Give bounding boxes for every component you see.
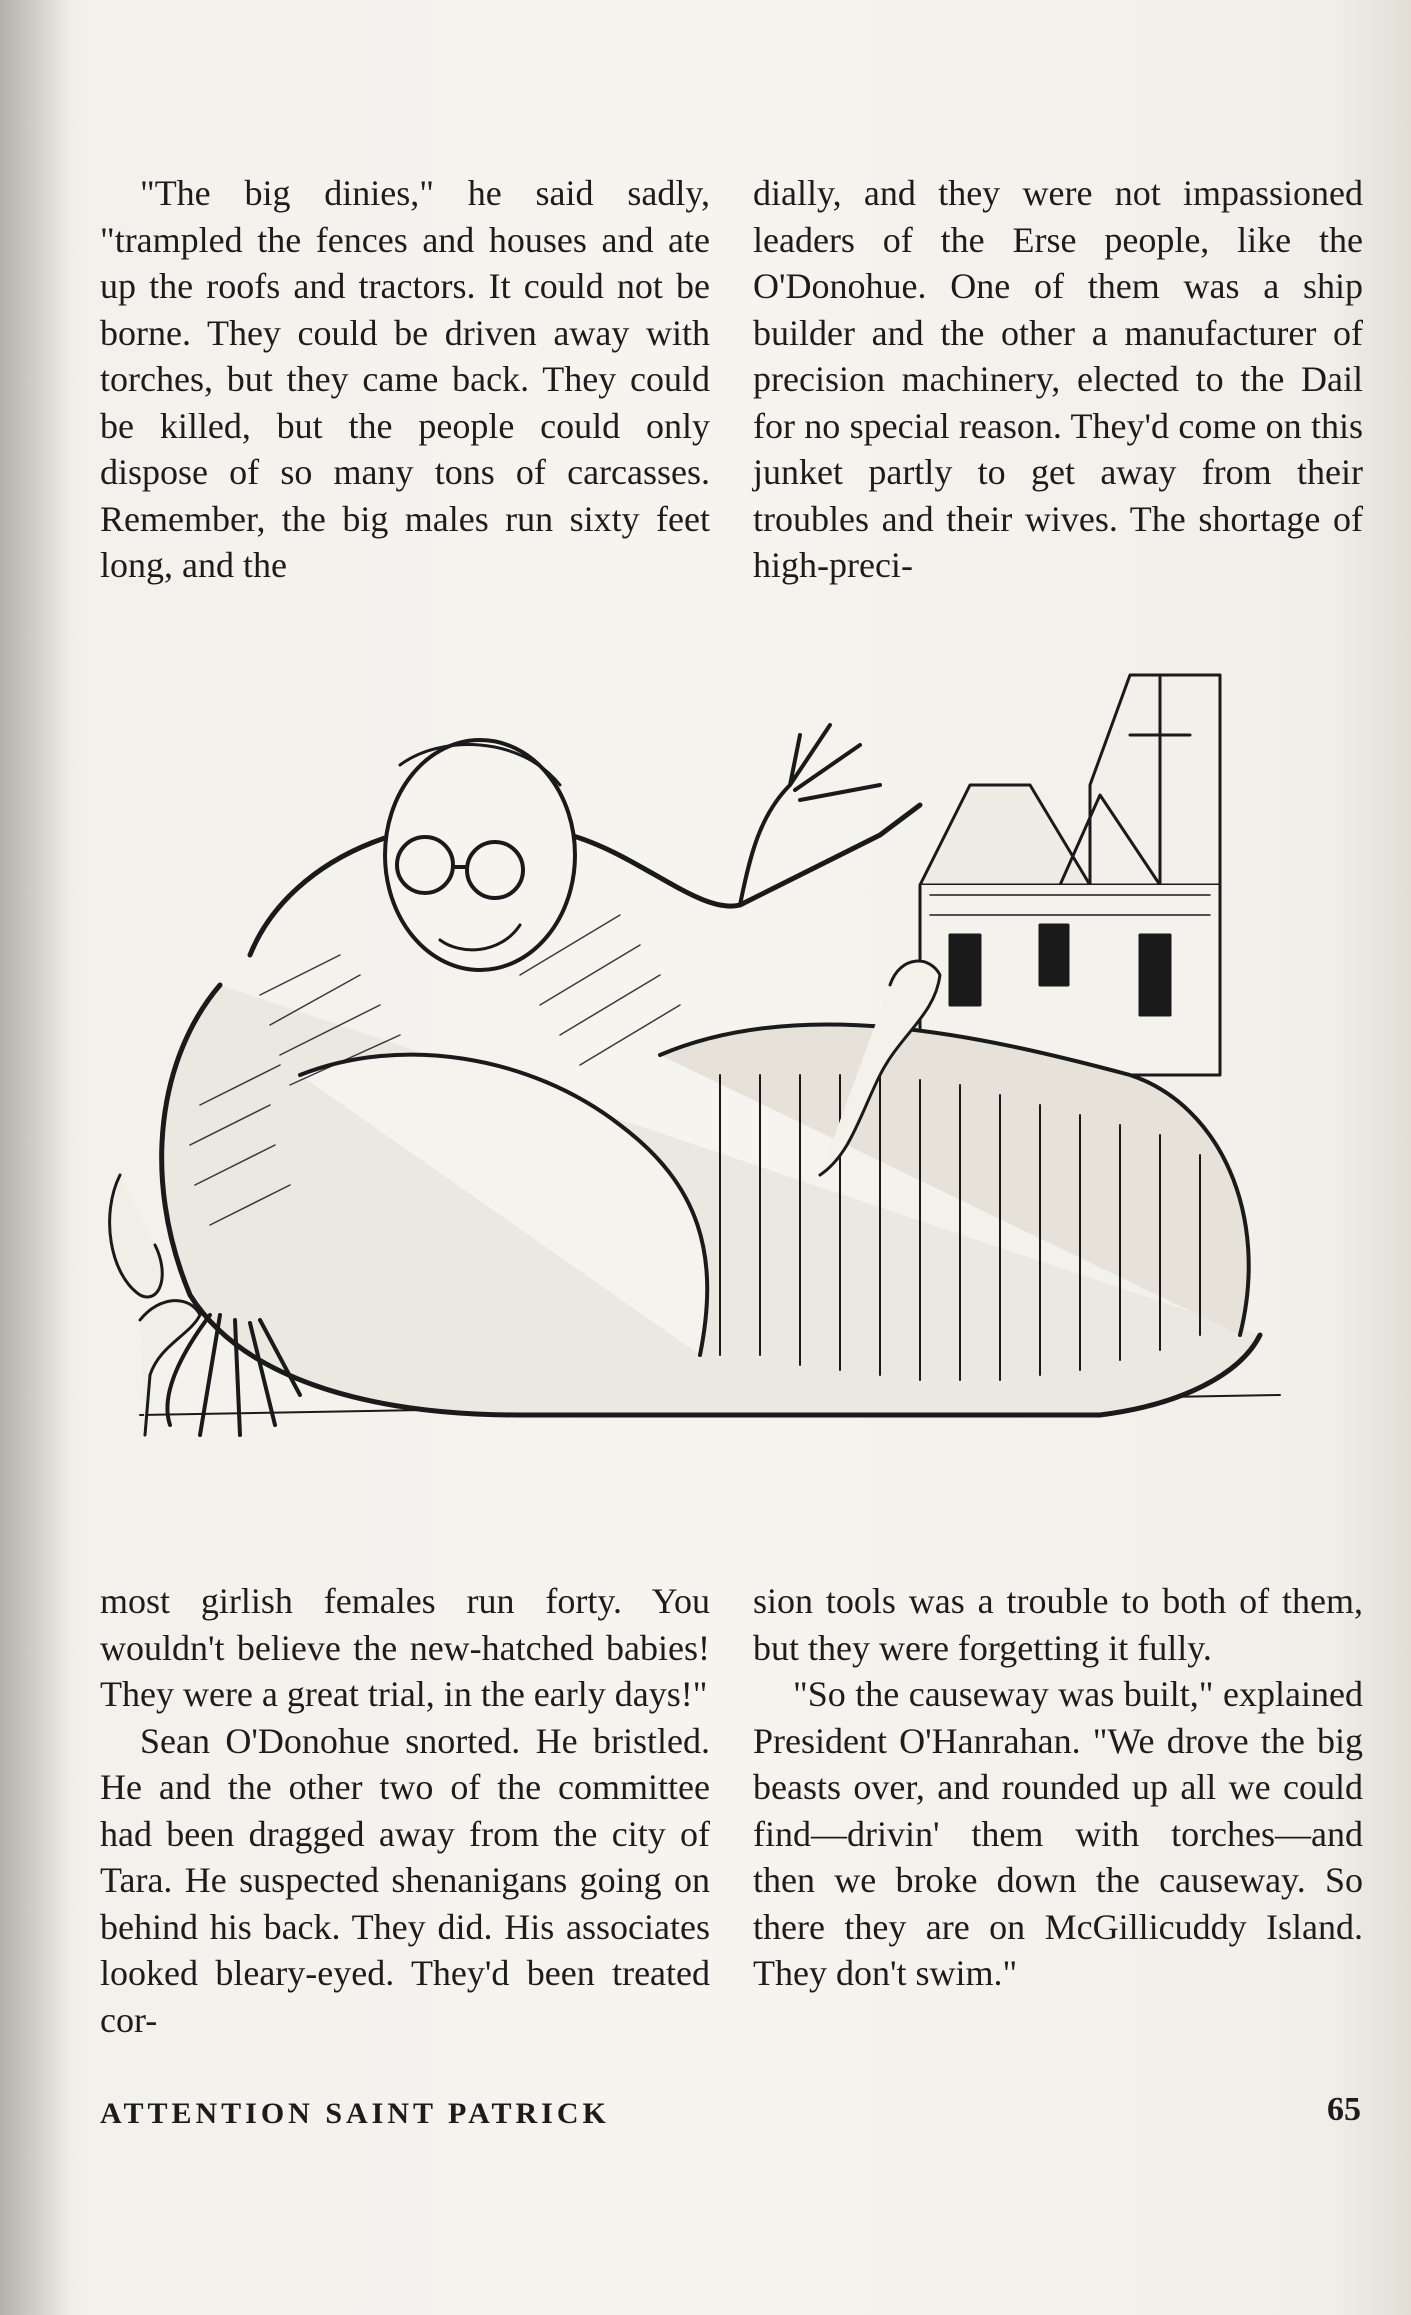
illustration: [100, 655, 1365, 1535]
paragraph: sion tools was a trouble to both of them, but they were forgetting it fully.: [753, 1581, 1363, 1668]
column-bottom-left: [100, 1578, 710, 2043]
paragraph: dially, and they were not impassioned leaders of the Erse people, like the O'Donohue. One of them was a ship builder and the other a manufacturer of precision machinery, elected to the Dail for no special reason. They'd come on this junket partly to get away from their troubles and their wives. The shortage of high-preci-: [753, 173, 1363, 585]
paragraph: Sean O'Donohue snorted. He bristled. He and the other two of the committee had been dragged away from the city of Tara. He suspected shenanigans going on behind his back. They did. His associates looked bleary-eyed. They'd been treated cor-: [100, 1720, 710, 2040]
houses-drawing: [920, 675, 1220, 1075]
running-title: ATTENTION SAINT PATRICK: [100, 2097, 610, 2130]
column-bottom-right: [753, 1578, 1363, 1997]
paragraph: "The big dinies," he said sadly, "trampled the fences and houses and ate up the roofs and tractors. It could not be borne. They could be driven away with torches, but they came back. They could be killed, but the people could only dispose of so many tons of carcasses. Remember, the big males run sixty feet long, and the: [100, 173, 710, 585]
paragraph: "So the causeway was built," explained President O'Hanrahan. "We drove the big beasts over, and rounded up all we could find—drivin' them with torches—and then we broke down the causeway. So there they are on McGillicuddy Island. They don't swim.": [753, 1674, 1363, 1993]
column-top-right: [753, 170, 1363, 589]
paragraph: most girlish females run forty. You wouldn't believe the new-hatched babies! They were a great trial, in the early days!": [100, 1581, 710, 1714]
page-number: 65: [1327, 2091, 1361, 2128]
spine-shadow: [0, 0, 70, 2315]
column-top-left: [100, 170, 710, 589]
